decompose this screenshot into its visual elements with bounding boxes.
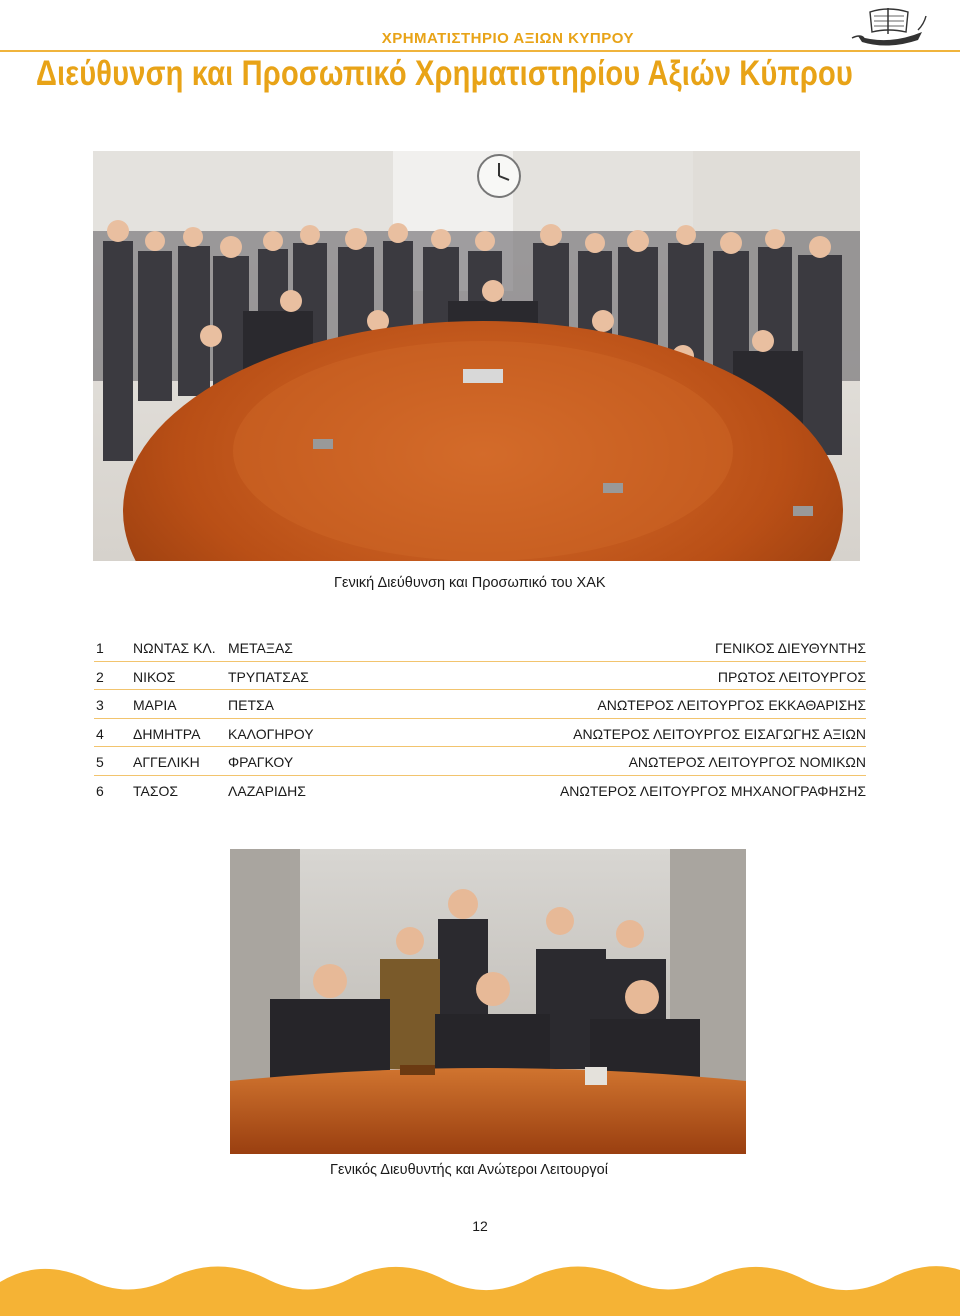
page-number: 12 — [472, 1218, 488, 1234]
staff-number: 4 — [96, 725, 104, 742]
header-organization: ΧΡΗΜΑΤΙΣΤΗΡΙΟ ΑΞΙΩΝ ΚΥΠΡΟΥ — [381, 30, 634, 47]
staff-last-name: ΛΑΖΑΡΙΔΗΣ — [228, 782, 306, 799]
header-rule — [0, 50, 960, 52]
footer-wave-decoration — [0, 1256, 960, 1316]
staff-position: ΑΝΩΤΕΡΟΣ ΛΕΙΤΟΥΡΓΟΣ ΝΟΜΙΚΩΝ — [628, 754, 866, 770]
staff-group-photo — [93, 151, 860, 561]
photo-caption: Γενική Διεύθυνση και Προσωπικό του ΧΑΚ — [334, 575, 606, 591]
staff-row — [94, 719, 866, 748]
staff-first-name: ΝΙΚΟΣ — [133, 668, 176, 685]
staff-position: ΑΝΩΤΕΡΟΣ ΛΕΙΤΟΥΡΓΟΣ ΜΗΧΑΝΟΓΡΑΦΗΣΗΣ — [559, 782, 866, 799]
staff-list — [94, 633, 866, 804]
staff-row — [94, 633, 866, 662]
staff-number: 5 — [96, 754, 104, 770]
staff-last-name: ΤΡΥΠΑΤΣΑΣ — [228, 668, 309, 685]
staff-row — [94, 662, 866, 691]
staff-number: 6 — [96, 782, 104, 799]
staff-row — [94, 747, 866, 776]
staff-number: 3 — [96, 697, 104, 713]
staff-position: ΑΝΩΤΕΡΟΣ ΛΕΙΤΟΥΡΓΟΣ ΕΙΣΑΓΩΓΗΣ ΑΞΙΩΝ — [573, 725, 866, 742]
ship-logo-icon — [848, 2, 928, 50]
staff-position: ΑΝΩΤΕΡΟΣ ΛΕΙΤΟΥΡΓΟΣ ΕΚΚΑΘΑΡΙΣΗΣ — [597, 697, 866, 713]
page-title: Διεύθυνση και Προσωπικό Χρηματιστηρίου Αξιών Κύπρου — [36, 54, 854, 93]
staff-first-name: ΜΑΡΙΑ — [133, 697, 177, 713]
staff-number: 2 — [96, 668, 104, 685]
staff-number: 1 — [96, 640, 104, 656]
staff-last-name: ΦΡΑΓΚΟΥ — [228, 754, 294, 770]
staff-last-name: ΠΕΤΣΑ — [228, 697, 274, 713]
management-group-photo — [230, 849, 746, 1154]
staff-row — [94, 776, 866, 805]
staff-row — [94, 690, 866, 719]
staff-first-name: ΝΩΝΤΑΣ ΚΛ. — [133, 640, 216, 656]
photo-caption: Γενικός Διευθυντής και Ανώτεροι Λειτουργοί — [330, 1162, 608, 1178]
staff-position: ΓΕΝΙΚΟΣ ΔΙΕΥΘΥΝΤΗΣ — [715, 640, 866, 656]
staff-first-name: ΑΓΓΕΛΙΚΗ — [133, 754, 200, 770]
staff-first-name: ΤΑΣΟΣ — [133, 782, 179, 799]
staff-last-name: ΜΕΤΑΞΑΣ — [228, 640, 293, 656]
staff-last-name: ΚΑΛΟΓΗΡΟΥ — [228, 725, 314, 742]
staff-position: ΠΡΩΤΟΣ ΛΕΙΤΟΥΡΓΟΣ — [717, 668, 866, 685]
staff-first-name: ΔΗΜΗΤΡΑ — [133, 725, 201, 742]
